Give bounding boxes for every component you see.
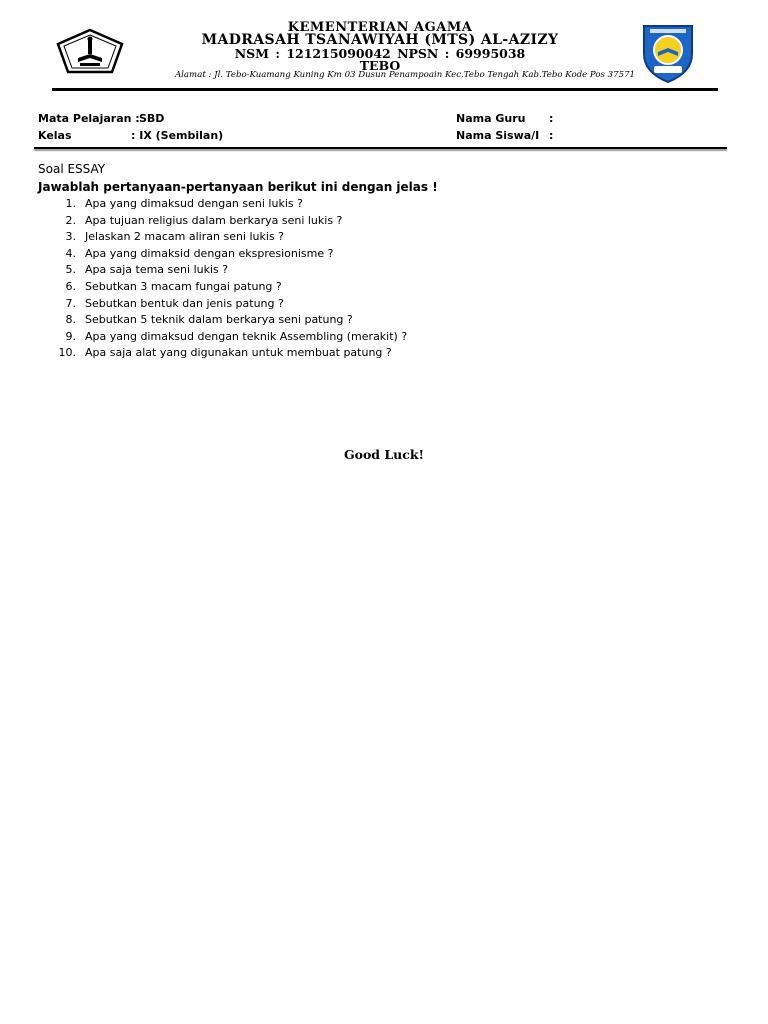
kelas-value: : IX (Sembilan) [131,129,224,142]
question-number: 5. [65,263,76,277]
question-number: 4. [65,246,76,260]
essay-instruction: Jawablah pertanyaan-pertanyaan berikut ini dengan jelas ! [38,180,438,194]
question-number: 1. [65,197,76,210]
question-text: Apa yang dimaksud dengan teknik Assembling (merakit) ? [85,329,408,343]
question-number: 10. [58,346,76,360]
question-text: Apa yang dimaksid dengan ekspresionisme ? [85,246,334,260]
question-item [56,346,576,363]
question-item [56,313,576,330]
question-item [56,230,576,247]
question-item [56,214,576,231]
school-name: MADRASAH TSANAWIYAH (MTS) AL-AZIZY [201,32,559,48]
question-list [56,197,576,363]
school-address: Alamat : Jl. Tebo-Kuamang Kuning Km 03 Dusun Penampoain Kec.Tebo Tengah Kab.Tebo Kode Pos 37571 [174,70,636,80]
mapel-label: Mata Pelajaran : [38,112,140,125]
closing-text: Good Luck! [343,447,425,462]
question-text: Apa yang dimaksud dengan seni lukis ? [85,197,303,210]
ministry-title: KEMENTERIAN AGAMA [287,20,473,35]
question-text: Apa saja alat yang digunakan untuk membuat patung ? [85,346,392,360]
question-item [56,330,576,347]
question-item [56,263,576,280]
question-number: 8. [65,313,76,327]
question-item [56,247,576,264]
question-text: Sebutkan 3 macam fungai patung ? [85,279,282,293]
header-rule [52,88,718,91]
info-rule [34,147,727,149]
question-text: Sebutkan bentuk dan jenis patung ? [85,296,284,310]
question-number: 9. [65,329,76,343]
guru-colon: : [549,112,554,125]
essay-title: Soal ESSAY [38,162,106,176]
school-codes: NSM : 121215090042 NPSN : 69995038 [234,46,526,61]
question-item [56,297,576,314]
question-item [56,197,576,214]
question-number: 7. [65,296,76,310]
question-text: Apa saja tema seni lukis ? [85,263,229,277]
question-text: Jelaskan 2 macam aliran seni lukis ? [85,230,285,244]
question-number: 3. [65,230,76,244]
siswa-label: Nama Siswa/I [456,129,540,142]
siswa-colon: : [549,129,554,142]
kelas-label: Kelas [38,129,72,142]
question-text: Sebutkan 5 teknik dalam berkarya seni patung ? [85,313,353,327]
question-item [56,280,576,297]
question-text: Apa tujuan religius dalam berkarya seni lukis ? [85,213,343,227]
school-city: TEBO [359,58,401,73]
school-emblem-logo [640,20,696,84]
kemenag-logo [56,28,124,74]
question-number: 6. [65,279,76,293]
guru-label: Nama Guru [456,112,526,125]
mapel-value: SBD [139,112,165,125]
question-number: 2. [65,213,76,227]
